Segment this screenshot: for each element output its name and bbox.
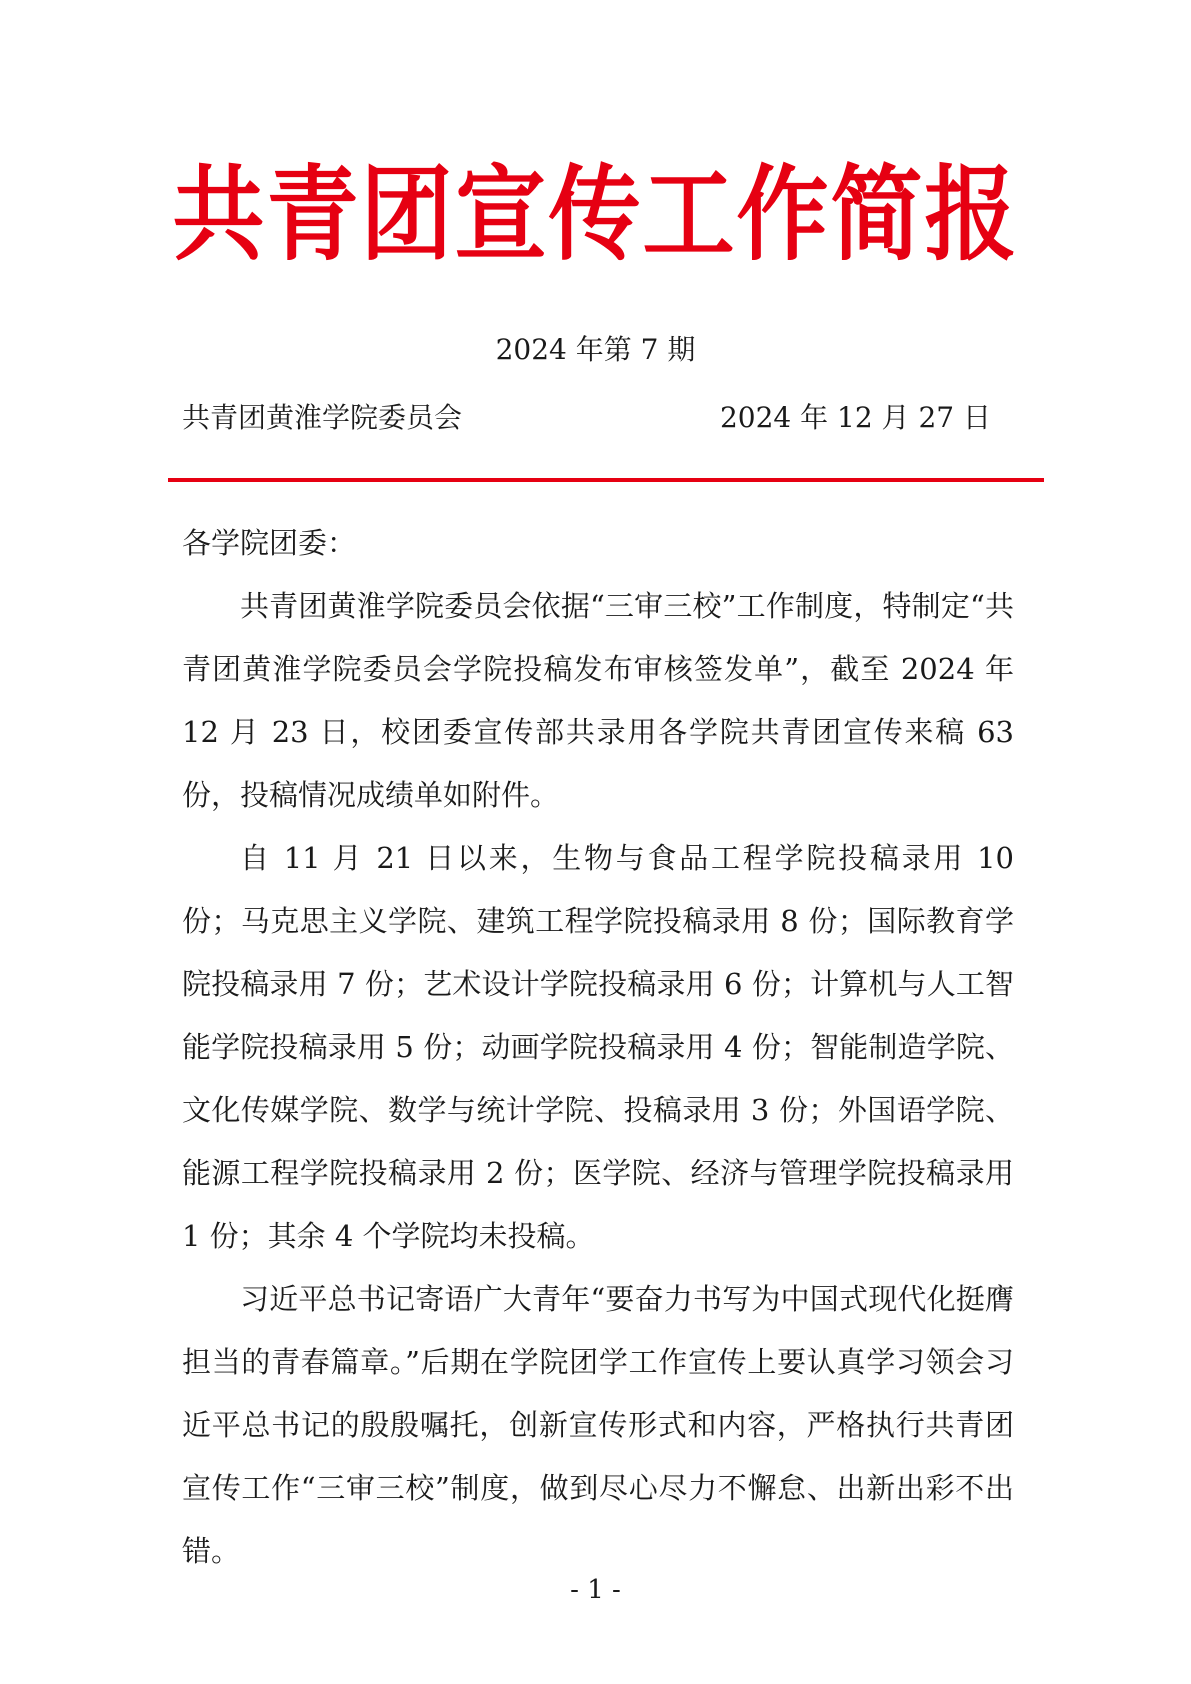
page-number: - 1 - <box>570 1575 621 1605</box>
document-title: 共青团宣传工作简报 <box>172 154 1019 275</box>
issue-date: 2024 年 12 月 27 日 <box>719 401 991 434</box>
header-divider <box>168 478 1044 482</box>
paragraph-3: 习近平总书记寄语广大青年“要奋力书写为中国式现代化挺膺担当的青春篇章。”后期在学院团学工作宣传上要认真学习领会习近平总书记的殷殷嘱托，创新宣传形式和内容，严格执行共青团宣传工作“三审三校”制度，做到尽心尽力不懈怠、出新出彩不出错。 <box>182 1282 1014 1568</box>
document-body <box>182 512 1014 1583</box>
issue-number: 2024 年第 7 期 <box>495 333 696 366</box>
salutation: 各学院团委： <box>182 526 357 560</box>
paragraph-2: 自 11 月 21 日以来，生物与食品工程学院投稿录用 10 份；马克思主义学院、建筑工程学院投稿录用 8 份；国际教育学院投稿录用 7 份；艺术设计学院投稿录用 6 份；计算机与人工智能学院投稿录用 5 份；动画学院投稿录用 4 份；智能制造学院、文化传媒学院、数学与统计学院、投稿录用 3 份；外国语学院、能源工程学院投稿录用 2 份；医学院、经济与管理学院投稿录用 1 份；其余 4 个学院均未投稿。 <box>182 841 1014 1253</box>
issuing-organization: 共青团黄淮学院委员会 <box>182 401 463 434</box>
paragraph-1: 共青团黄淮学院委员会依据“三审三校”工作制度，特制定“共青团黄淮学院委员会学院投稿发布审核签发单”，截至 2024 年 12 月 23 日，校团委宣传部共录用各学院共青团宣传来稿 63 份，投稿情况成绩单如附件。 <box>182 589 1014 812</box>
